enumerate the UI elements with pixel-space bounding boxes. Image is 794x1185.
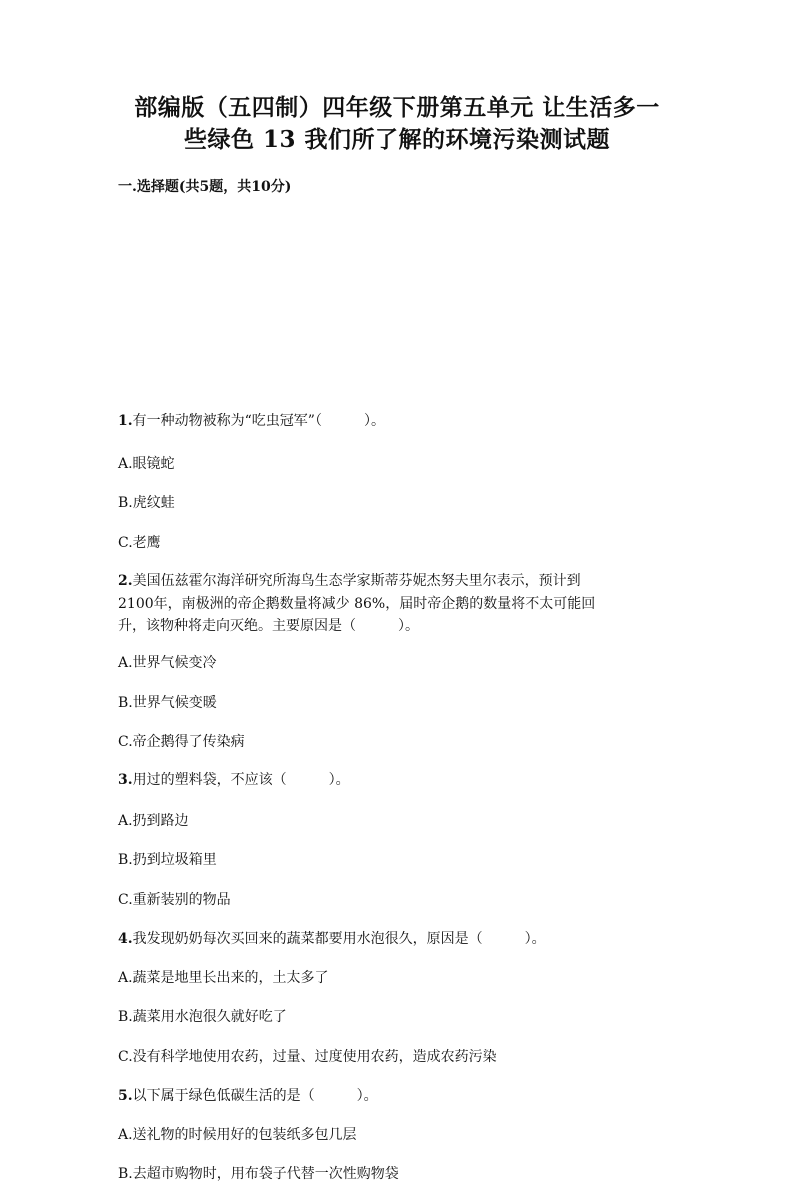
question-5-option-a: A.送礼物的时候用好的包装纸多包几层 (118, 1127, 357, 1143)
question-2-stem-line-2: 2100年，南极洲的帝企鹅数量将减少 86%，届时帝企鹅的数量将不太可能回 (118, 596, 596, 612)
question-3-option-c: C.重新装别的物品 (118, 892, 231, 908)
question-1-option-b: B.虎纹蛙 (118, 495, 175, 511)
question-text-line-1: 美国伍兹霍尔海洋研究所海鸟生态学家斯蒂芬妮杰努夫里尔表示，预计到 (132, 573, 581, 589)
question-text: 以下属于绿色低碳生活的是（ ）。 (132, 1088, 378, 1104)
question-2-option-b: B.世界气候变暖 (118, 695, 217, 711)
question-number: 1. (118, 413, 133, 429)
question-text: 有一种动物被称为“吃虫冠军”（ ）。 (132, 413, 385, 429)
question-4-stem (118, 928, 678, 950)
question-text: 用过的塑料袋，不应该（ ）。 (132, 772, 350, 788)
question-2-stem (118, 570, 678, 592)
question-2-option-c: C.帝企鹅得了传染病 (118, 734, 245, 750)
question-text: 我发现奶奶每次买回来的蔬菜都要用水泡很久，原因是（ ）。 (132, 931, 546, 947)
title-line-1: 部编版（五四制）四年级下册第五单元 让生活多一 (134, 94, 660, 121)
question-3-option-b: B.扔到垃圾箱里 (118, 852, 217, 868)
question-2-stem-line-3: 升，该物种将走向灭绝。主要原因是（ ）。 (118, 618, 419, 634)
section-heading: 一.选择题(共5题，共10分) (118, 179, 292, 195)
question-number: 4. (118, 931, 133, 947)
question-5-stem (118, 1085, 678, 1107)
question-1-option-c: C.老鹰 (118, 535, 161, 551)
question-4-option-a: A.蔬菜是地里长出来的，土太多了 (118, 970, 329, 986)
question-2-option-a: A.世界气候变冷 (118, 655, 217, 671)
question-number: 2. (118, 573, 133, 589)
question-1-option-a: A.眼镜蛇 (118, 456, 175, 472)
question-5-option-b: B.去超市购物时，用布袋子代替一次性购物袋 (118, 1166, 399, 1182)
title-line-2: 些绿色 13 我们所了解的环境污染测试题 (183, 126, 611, 153)
question-3-stem (118, 769, 678, 791)
question-4-option-b: B.蔬菜用水泡很久就好吃了 (118, 1009, 287, 1025)
question-3-option-a: A.扔到路边 (118, 813, 189, 829)
question-number: 5. (118, 1088, 133, 1104)
question-1-stem (118, 410, 678, 432)
question-4-option-c: C.没有科学地使用农药，过量、过度使用农药，造成农药污染 (118, 1049, 497, 1065)
page-title (117, 92, 677, 156)
question-number: 3. (118, 772, 133, 788)
